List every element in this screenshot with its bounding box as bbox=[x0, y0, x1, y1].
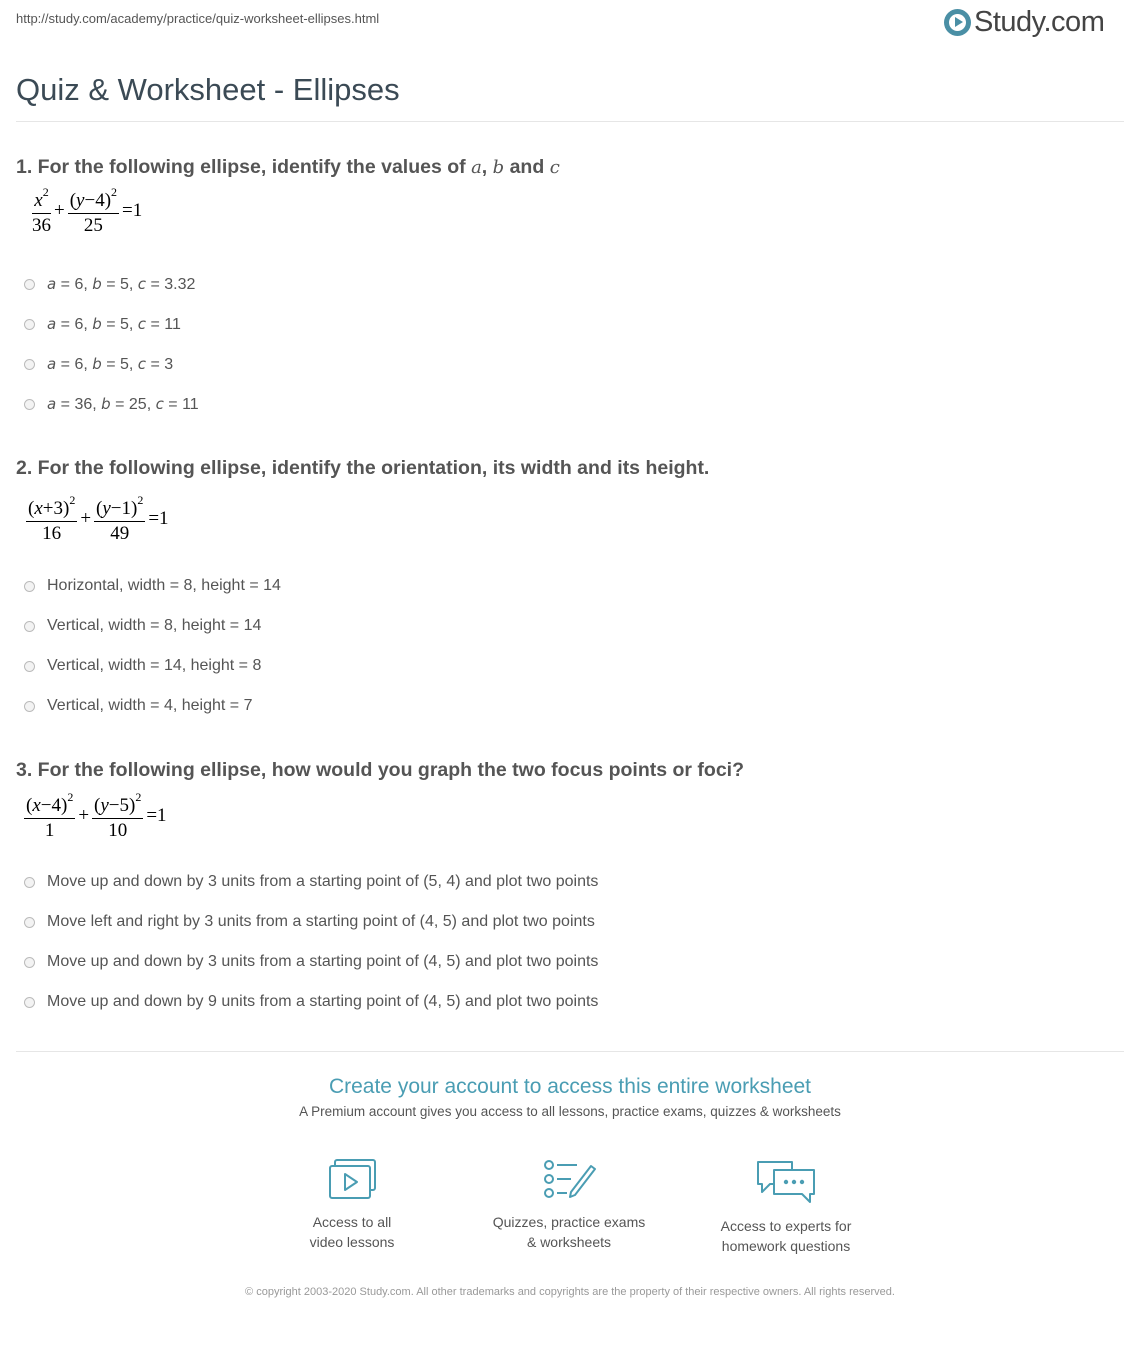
denominator: 49 bbox=[110, 522, 130, 544]
separator: , bbox=[128, 276, 138, 293]
copyright-text: © copyright 2003-2020 Study.com. All other trademarks and copyrights are the property of their respective owners. All rights reserved. bbox=[245, 1286, 895, 1298]
logo-text: Study.com bbox=[974, 6, 1105, 38]
var-c: c bbox=[549, 157, 560, 178]
exponent: 2 bbox=[42, 185, 49, 199]
exponent: 2 bbox=[111, 185, 118, 199]
value-b: 5 bbox=[120, 316, 129, 333]
answer-option[interactable] bbox=[24, 697, 252, 715]
answer-option-label: Move up and down by 9 units from a starting point of (4, 5) and plot two points bbox=[47, 993, 599, 1010]
equals: = bbox=[101, 356, 120, 373]
numerator-var: y bbox=[100, 795, 109, 816]
separator: , bbox=[128, 316, 138, 333]
plus-sign: + bbox=[54, 200, 65, 222]
fraction bbox=[32, 186, 51, 237]
var-a: a bbox=[47, 275, 57, 293]
create-account-link[interactable]: Create your account to access this entire worksheet bbox=[328, 1075, 812, 1098]
answer-option-label bbox=[47, 395, 199, 414]
question-1-text: 1. For the following ellipse, identify the values of bbox=[16, 156, 472, 178]
answer-option[interactable] bbox=[24, 993, 598, 1011]
radio-button[interactable] bbox=[24, 581, 35, 592]
paren: ( bbox=[96, 498, 103, 519]
exponent: 2 bbox=[135, 790, 142, 804]
denominator: 16 bbox=[42, 522, 62, 544]
separator: , bbox=[146, 396, 156, 413]
radio-button[interactable] bbox=[24, 621, 35, 632]
denominator: 1 bbox=[44, 819, 55, 841]
feature-label: Access to experts for homework questions bbox=[720, 1218, 852, 1254]
divider bbox=[16, 121, 1124, 122]
var-a: a bbox=[47, 315, 57, 333]
value-a: 6 bbox=[74, 276, 84, 293]
numerator-rest: −5) bbox=[108, 795, 136, 816]
equals: = bbox=[146, 316, 165, 333]
answer-option[interactable] bbox=[24, 275, 195, 294]
numerator-rest: −4) bbox=[40, 795, 68, 816]
answer-option-label: Horizontal, width = 8, height = 14 bbox=[47, 577, 281, 594]
numerator-var: x bbox=[32, 795, 41, 816]
question-2-equation bbox=[24, 494, 170, 545]
joiner: , bbox=[481, 156, 493, 178]
fraction bbox=[26, 494, 77, 545]
answer-option[interactable] bbox=[24, 913, 595, 931]
value-c: 11 bbox=[164, 316, 181, 333]
separator: , bbox=[92, 396, 102, 413]
equals: = bbox=[56, 316, 75, 333]
value-c: 3 bbox=[164, 356, 174, 373]
fraction bbox=[68, 186, 119, 237]
answer-option-label: Move left and right by 3 units from a starting point of (4, 5) and plot two points bbox=[47, 913, 595, 930]
separator: , bbox=[128, 356, 138, 373]
quiz-checklist-icon bbox=[541, 1158, 597, 1202]
var-c: c bbox=[155, 395, 164, 413]
var-a: a bbox=[47, 355, 57, 373]
var-c: c bbox=[137, 275, 147, 293]
answer-option-label bbox=[47, 275, 195, 294]
equals: = bbox=[101, 316, 120, 333]
value-a: 6 bbox=[74, 316, 84, 333]
answer-option[interactable] bbox=[24, 873, 598, 891]
copyright-footer bbox=[0, 1284, 1140, 1301]
equals-one: =1 bbox=[146, 805, 167, 827]
answer-option-label: Vertical, width = 4, height = 7 bbox=[47, 697, 253, 714]
question-1-equation bbox=[30, 186, 143, 237]
exponent: 2 bbox=[67, 790, 74, 804]
plus-sign: + bbox=[78, 805, 90, 827]
answer-option[interactable] bbox=[24, 953, 598, 971]
video-lesson-icon bbox=[326, 1158, 378, 1202]
equals: = bbox=[110, 396, 129, 413]
question-3-equation bbox=[22, 791, 168, 842]
page-url: http://study.com/academy/practice/quiz-worksheet-ellipses.html bbox=[16, 11, 380, 26]
equals: = bbox=[56, 396, 75, 413]
play-circle-icon bbox=[944, 9, 971, 36]
answer-option-label: Move up and down by 3 units from a starting point of (4, 5) and plot two points bbox=[47, 953, 599, 970]
exponent: 2 bbox=[69, 493, 76, 507]
radio-button[interactable] bbox=[24, 917, 35, 928]
value-a: 36 bbox=[74, 396, 93, 413]
value-b: 5 bbox=[120, 356, 129, 373]
var-b: b bbox=[92, 315, 102, 333]
var-b: b bbox=[92, 275, 102, 293]
equals: = bbox=[56, 356, 75, 373]
paren: ( bbox=[69, 190, 77, 211]
var-b: b bbox=[92, 355, 102, 373]
answer-option[interactable] bbox=[24, 315, 181, 334]
paren: ( bbox=[28, 498, 35, 519]
equals: = bbox=[163, 396, 183, 413]
radio-button[interactable] bbox=[24, 661, 35, 672]
var-a: a bbox=[471, 157, 482, 178]
answer-option[interactable] bbox=[24, 395, 199, 414]
denominator: 36 bbox=[32, 214, 51, 236]
equals: = bbox=[101, 276, 120, 293]
divider bbox=[16, 1051, 1124, 1052]
premium-subtitle: A Premium account gives you access to all lessons, practice exams, quizzes & worksheets bbox=[299, 1104, 841, 1119]
radio-button[interactable] bbox=[24, 997, 35, 1008]
fraction bbox=[24, 791, 75, 842]
var-b: b bbox=[101, 395, 111, 413]
answer-option[interactable] bbox=[24, 355, 173, 374]
var-b: b bbox=[492, 157, 505, 178]
separator: , bbox=[83, 276, 93, 293]
radio-button[interactable] bbox=[24, 399, 35, 410]
chat-experts-icon bbox=[754, 1158, 818, 1206]
numerator-var: y bbox=[102, 498, 111, 519]
radio-button[interactable] bbox=[24, 957, 35, 968]
equals: = bbox=[56, 276, 75, 293]
radio-button[interactable] bbox=[24, 701, 35, 712]
denominator: 25 bbox=[83, 214, 103, 236]
numerator-rest: +3) bbox=[42, 498, 70, 519]
answer-option[interactable] bbox=[24, 617, 261, 635]
paren: ( bbox=[94, 795, 101, 816]
var-a: a bbox=[47, 395, 57, 413]
feature-label: Quizzes, practice exams & worksheets bbox=[492, 1214, 646, 1250]
radio-button[interactable] bbox=[24, 279, 35, 290]
denominator: 10 bbox=[108, 819, 128, 841]
separator: , bbox=[83, 316, 93, 333]
answer-option[interactable] bbox=[24, 657, 261, 675]
numerator-var: x bbox=[34, 190, 43, 211]
exponent: 2 bbox=[137, 493, 144, 507]
question-3-prompt: 3. For the following ellipse, how would you graph the two focus points or foci? bbox=[16, 759, 744, 781]
page-title: Quiz & Worksheet - Ellipses bbox=[16, 72, 400, 107]
answer-option-label bbox=[47, 315, 181, 334]
fraction bbox=[94, 494, 145, 545]
answer-option-label: Move up and down by 3 units from a starting point of (5, 4) and plot two points bbox=[47, 873, 599, 890]
answer-option-label: Vertical, width = 14, height = 8 bbox=[47, 657, 262, 674]
answer-option-label: Vertical, width = 8, height = 14 bbox=[47, 617, 262, 634]
paren: ( bbox=[26, 795, 33, 816]
value-a: 6 bbox=[74, 356, 84, 373]
var-c: c bbox=[137, 355, 147, 373]
value-b: 5 bbox=[120, 276, 129, 293]
equals: = bbox=[146, 356, 165, 373]
numerator-var: x bbox=[34, 498, 43, 519]
question-1-prompt bbox=[16, 156, 560, 179]
answer-option-label bbox=[47, 355, 173, 374]
answer-option[interactable] bbox=[24, 577, 281, 595]
feature-experts bbox=[686, 1158, 886, 1256]
radio-button[interactable] bbox=[24, 319, 35, 330]
numerator-rest: −4) bbox=[84, 190, 112, 211]
joiner: and bbox=[504, 156, 550, 178]
value-c: 11 bbox=[182, 396, 199, 413]
separator: , bbox=[83, 356, 93, 373]
radio-button[interactable] bbox=[24, 877, 35, 888]
numerator-rest: −1) bbox=[110, 498, 138, 519]
numerator-var: y bbox=[76, 190, 85, 211]
equals: = bbox=[146, 276, 165, 293]
radio-button[interactable] bbox=[24, 359, 35, 370]
plus-sign: + bbox=[80, 508, 92, 530]
feature-quizzes bbox=[469, 1158, 669, 1252]
value-c: 3.32 bbox=[164, 276, 196, 293]
study-com-logo[interactable] bbox=[944, 8, 1104, 37]
fraction bbox=[92, 791, 143, 842]
equals-one: =1 bbox=[122, 200, 143, 222]
equals-one: =1 bbox=[148, 508, 169, 530]
var-c: c bbox=[137, 315, 147, 333]
question-2-prompt: 2. For the following ellipse, identify the orientation, its width and its height. bbox=[16, 457, 710, 479]
feature-label: Access to all video lessons bbox=[309, 1214, 395, 1250]
value-b: 25 bbox=[128, 396, 147, 413]
feature-video-lessons bbox=[252, 1158, 452, 1252]
